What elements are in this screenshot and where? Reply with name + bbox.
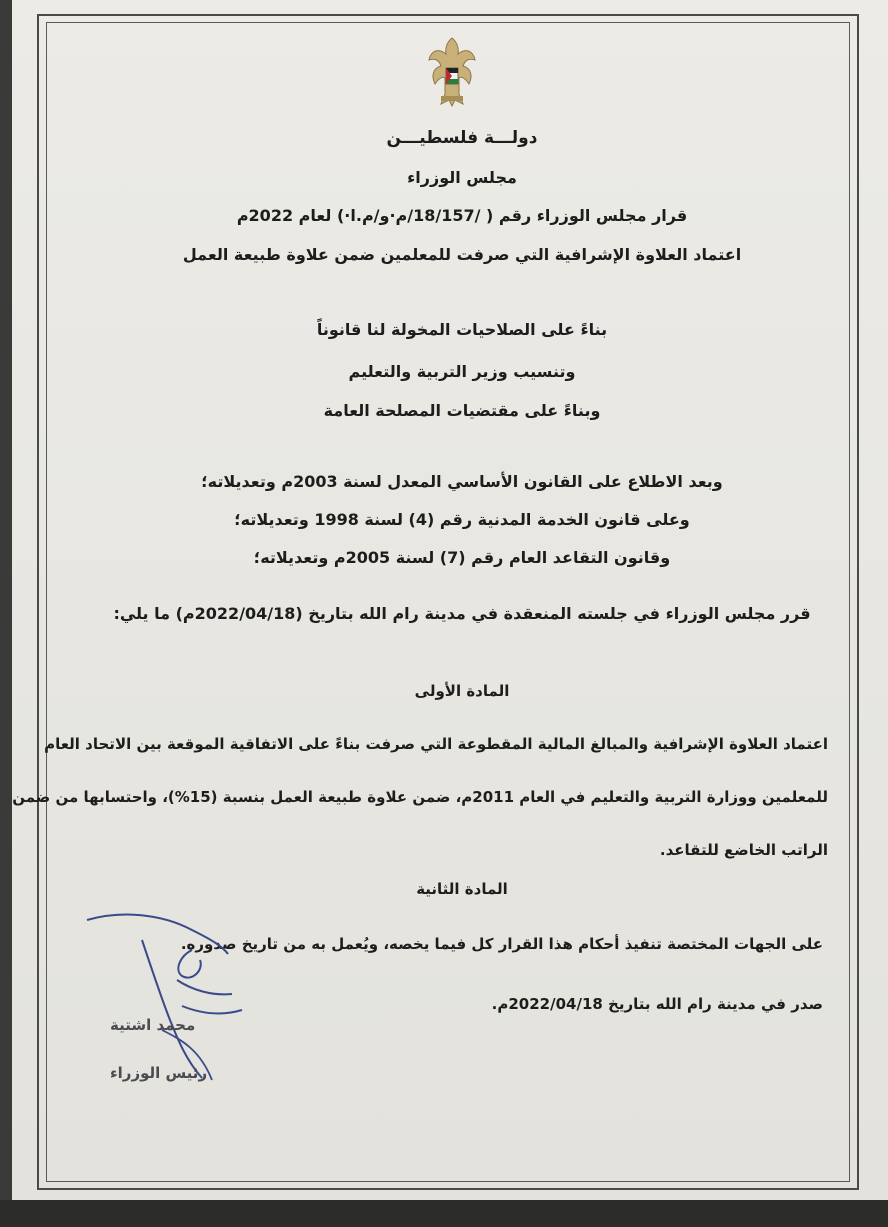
- issuance-line: صدر في مدينة رام الله بتاريخ 2022/04/18م.: [491, 995, 823, 1013]
- basis-line-3: وبناءً على مقتضيات المصلحة العامة: [323, 401, 601, 420]
- article-two-text: على الجهات المختصة تنفيذ أحكام هذا القرار كل فيما يخصه، ويُعمل به من تاريخ صدوره.: [180, 935, 823, 953]
- signature-scribble-icon: [82, 910, 252, 1090]
- council-heading: مجلس الوزراء: [407, 168, 517, 187]
- signatory-name: محمد اشتية: [110, 1016, 196, 1034]
- resolution-line: قرر مجلس الوزراء في جلسته المنعقدة في مدينة رام الله بتاريخ (2022/04/18م) ما يلي:: [113, 604, 811, 623]
- signatory-title: رئيس الوزراء: [110, 1064, 208, 1082]
- basis-line-1: بناءً على الصلاحيات المخولة لنا قانوناً: [316, 320, 608, 339]
- reference-line-2: وعلى قانون الخدمة المدنية رقم (4) لسنة 1998 وتعديلاته؛: [234, 510, 690, 529]
- palestine-eagle-emblem-icon: [427, 34, 477, 110]
- background-edge: [0, 1200, 888, 1227]
- article-one-line-2: للمعلمين ووزارة التربية والتعليم في العام 2011م، ضمن علاوة طبيعة العمل بنسبة (15%)، واحتسابها من ضمن: [12, 788, 828, 806]
- decision-number: قرار مجلس الوزراء رقم ( /18/157/م·و/م.ا·) لعام 2022م: [236, 206, 688, 225]
- reference-line-1: وبعد الاطلاع على القانون الأساسي المعدل لسنة 2003م وتعديلاته؛: [201, 472, 723, 491]
- basis-line-2: وتنسيب وزير التربية والتعليم: [348, 362, 576, 381]
- state-heading: دولـــة فلسطيـــن: [386, 128, 538, 148]
- document-sheet: [12, 0, 888, 1200]
- decision-subject: اعتماد العلاوة الإشرافية التي صرفت للمعلمين ضمن علاوة طبيعة العمل: [182, 245, 742, 264]
- article-one-title: المادة الأولى: [414, 682, 510, 700]
- article-two-title: المادة الثانية: [416, 880, 508, 898]
- article-one-line-3: الراتب الخاضع للتقاعد.: [659, 841, 828, 859]
- reference-line-3: وقانون التقاعد العام رقم (7) لسنة 2005م وتعديلاته؛: [253, 548, 671, 567]
- article-one-line-1: اعتماد العلاوة الإشرافية والمبالغ المالية المقطوعة التي صرفت بناءً على الاتفاقية الموقعة بين الاتحاد العام: [44, 735, 828, 753]
